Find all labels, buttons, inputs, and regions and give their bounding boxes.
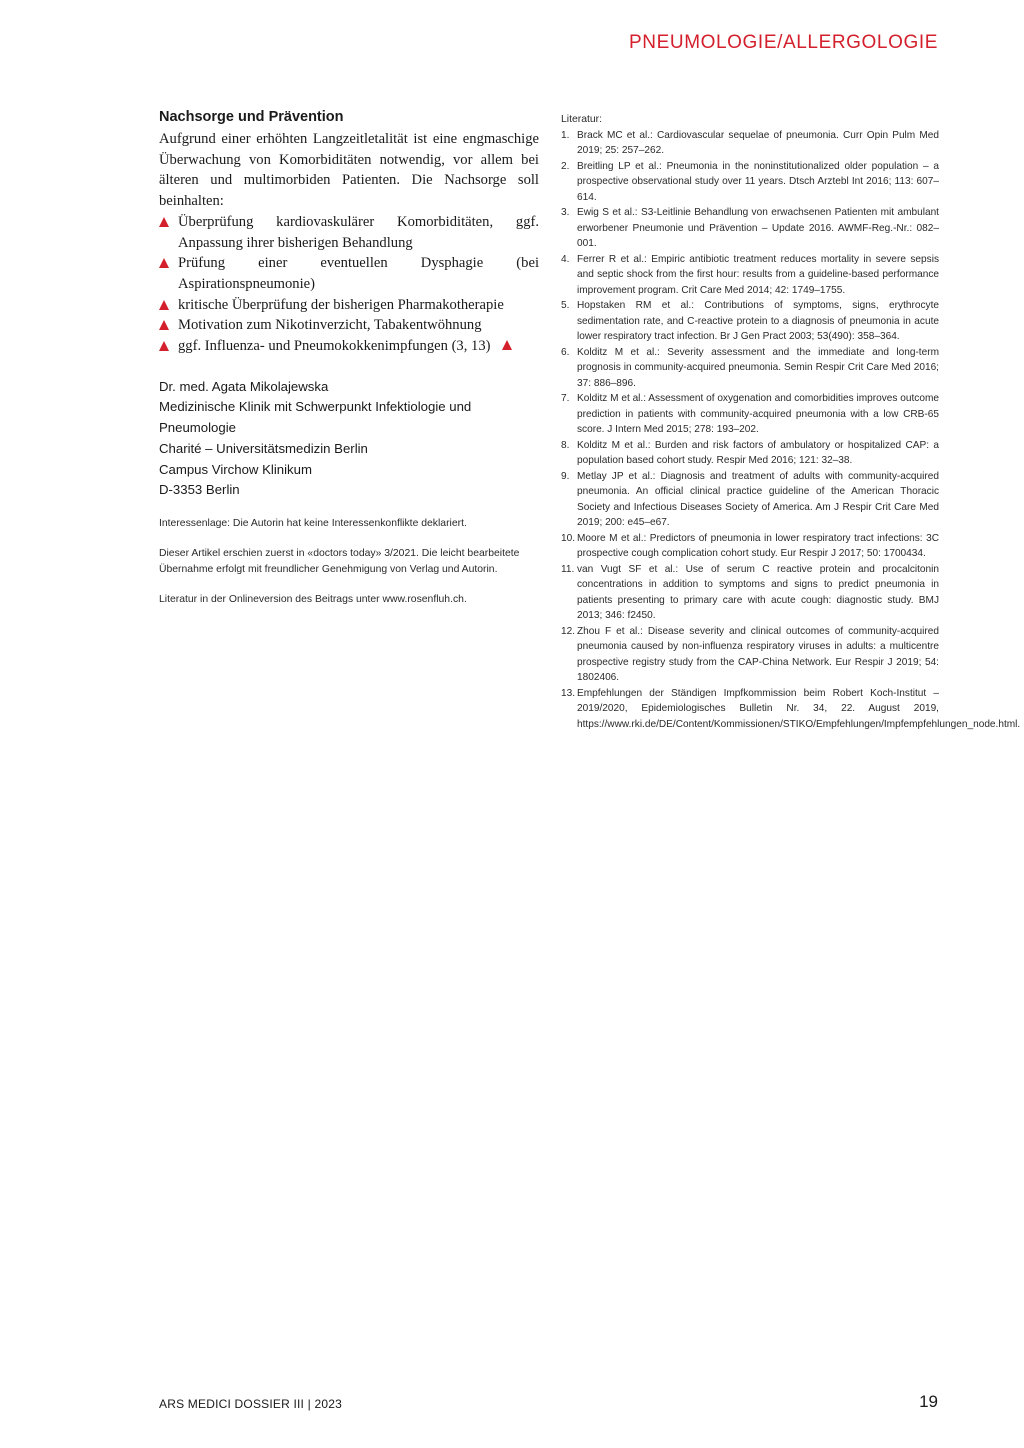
reference-item: 3. Ewig S et al.: S3-Leitlinie Behandlung von erwachsenen Patienten mit ambulant erworbener Pneumonie und Prävention – Update 2016. AWMF-Reg.-Nr.: 082–001.: [561, 207, 939, 249]
online-literature-note: Literatur in der Onlineversion des Beitrags unter www.rosenfluh.ch.: [159, 594, 467, 606]
reference-item: 9. Metlay JP et al.: Diagnosis and treatment of adults with community-acquired pneumonia. An official clinical practice guideline of the American Thoracic Society and Infectious Diseases Society of America. Am J Respir Crit Care Med 2019; 200: e45–e67.: [561, 470, 939, 528]
bullet-item: kritische Überprüfung der bisherigen Pharmakotherapie: [159, 295, 539, 316]
triangle-bullet-icon: [159, 217, 169, 227]
article-paragraph: Aufgrund einer erhöhten Langzeitletalität ist eine engmaschige Überwachung von Komorbiditäten notwendig, vor allem bei älteren und multimorbiden Patienten. Die Nachsorge soll beinhalten:: [159, 131, 539, 210]
conflict-note: Interessenlage: Die Autorin hat keine Interessenkonflikte deklariert.: [159, 517, 467, 529]
end-mark-icon: [502, 340, 512, 350]
reference-item: 13. Empfehlungen der Ständigen Impfkommission beim Robert Koch-Institut – 2019/2020, Epidemiologisches Bulletin Nr. 34, 22. August 2019, https://www.rki.de/DE/Content/Kommissionen/STIKO/Empfehlungen/Impfempfehlungen_node.html.: [561, 687, 1021, 730]
triangle-bullet-icon: [159, 320, 169, 330]
bullet-item: Prüfung einer eventuellen Dysphagie (bei Aspirationspneumonie): [159, 253, 539, 294]
literature-column: [561, 112, 1021, 732]
literature-title: Literatur:: [561, 114, 603, 125]
author-campus: Campus Virchow Klinikum: [159, 461, 312, 477]
reference-item: 8. Kolditz M et al.: Burden and risk factors of ambulatory or hospitalized CAP: a population based cohort study. Respir Med 2016; 121: 32–38.: [561, 439, 939, 466]
reference-list: [561, 128, 1021, 733]
bullet-item: ggf. Influenza- und Pneumokokkenimpfungen (3, 13): [159, 336, 539, 357]
author-address: D-3353 Berlin: [159, 482, 240, 498]
reference-item: 11. van Vugt SF et al.: Use of serum C reactive protein and procalcitonin concentrations in addition to symptoms and signs to predict pneumonia in patients presenting to primary care with acute cough: diagnostic study. BMJ 2013; 346: f2450.: [561, 563, 939, 621]
section-heading: Nachsorge und Prävention: [159, 109, 344, 125]
section-label: PNEUMOLOGIE/ALLERGOLOGIE: [629, 32, 938, 53]
bullet-item: Überprüfung kardiovaskulärer Komorbiditäten, ggf. Anpassung ihrer bisherigen Behandlung: [159, 212, 539, 253]
author-block: [159, 377, 539, 501]
reference-item: 5. Hopstaken RM et al.: Contributions of symptoms, signs, erythrocyte sedimentation rate, and C-reactive protein to a diagnosis of pneumonia in acute lower respiratory tract infection. Br J Gen Pract 2003; 53(490): 358–364.: [561, 300, 939, 342]
reference-item: 1. Brack MC et al.: Cardiovascular sequelae of pneumonia. Curr Opin Pulm Med 2019; 25: 257–262.: [561, 129, 939, 156]
bullet-item: Motivation zum Nikotinverzicht, Tabakentwöhnung: [159, 315, 539, 336]
article-column: [159, 108, 539, 608]
reference-item: 10. Moore M et al.: Predictors of pneumonia in lower respiratory tract infections: 3C prospective cough complication cohort study. Eur Respir J 2017; 50: 1700434.: [561, 532, 939, 559]
triangle-bullet-icon: [159, 258, 169, 268]
triangle-bullet-icon: [159, 300, 169, 310]
author-institution: Charité – Universitätsmedizin Berlin: [159, 440, 368, 456]
reference-item: 2. Breitling LP et al.: Pneumonia in the noninstitutionalized older population – a prospective observational study over 11 years. Dtsch Arztebl Int 2016; 113: 607–614.: [561, 160, 939, 203]
reference-item: 4. Ferrer R et al.: Empiric antibiotic treatment reduces mortality in severe sepsis and septic shock from the first hour: results from a guideline-based performance improvement program. Crit Care Med 2014; 42: 1749–1755.: [561, 253, 939, 296]
triangle-bullet-icon: [159, 341, 169, 351]
reference-item: 12. Zhou F et al.: Disease severity and clinical outcomes of community-acquired pneumonia caused by non-influenza respiratory viruses in adults: a multicentre prospective registry study from the CAP-China Network. Eur Respir J 2019; 54: 1802406.: [561, 625, 939, 683]
page-number: 19: [919, 1392, 938, 1411]
publication-note: Dieser Artikel erschien zuerst in «doctors today» 3/2021. Die leicht bearbeitete Übernahme erfolgt mit freundlicher Genehmigung von Verlag und Autorin.: [159, 548, 520, 575]
publication-footer: ARS MEDICI DOSSIER III | 2023: [159, 1397, 342, 1411]
bullet-list: [159, 212, 539, 357]
author-name: Dr. med. Agata Mikolajewska: [159, 378, 329, 394]
reference-item: 6. Kolditz M et al.: Severity assessment and the immediate and long-term prognosis in community-acquired pneumonia. Semin Respir Crit Care Med 2016; 37: 886–896.: [561, 346, 939, 389]
author-affiliation: Medizinische Klinik mit Schwerpunkt Infektiologie und Pneumologie: [159, 399, 472, 436]
reference-item: 7. Kolditz M et al.: Assessment of oxygenation and comorbidities improves outcome prediction in patients with community-acquired pneumonia with a low CRB-65 score. J Intern Med 2015; 278: 193–202.: [561, 393, 939, 435]
